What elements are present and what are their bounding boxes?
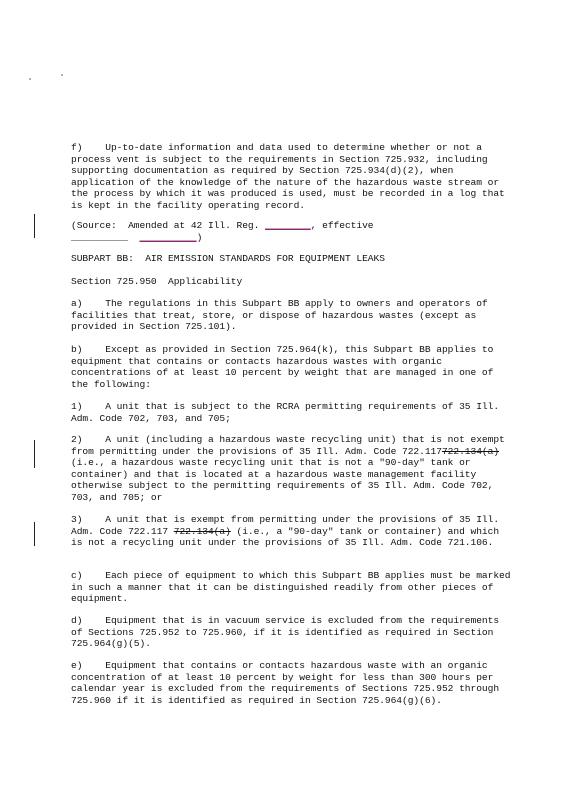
b2-text-2: (i.e., a hazardous waste recycling unit that is not a "90-day" tank or container) and that is located at a hazardous waste management facility otherwise subject to the permitting requirements of 35 Ill. Adm. Code 702, 703, and 705; or (71, 445, 505, 503)
paragraph-e: e) Equipment that contains or contacts hazardous waste with an organic concentration of at least 10 percent by weight for less than 300 hours per calendar year is excluded from the requirements of Sections 725.952 through 725.960 if it is identified as required in Section 725.964(g)(6). (71, 660, 505, 706)
b2-struck: 722.134(a) (441, 445, 500, 457)
paragraph-b: b) Except as provided in Section 725.964(k), this Subpart BB applies to equipment that contains or contacts hazardous wastes with organic concentrations of at least 10 percent by weight that are managed in one of the following: (71, 344, 500, 390)
b3-struck: 722.134(a) (173, 525, 231, 537)
source-prefix: (Source: Amended at 42 Ill. Reg. (71, 220, 266, 231)
subpart-heading: SUBPART BB: AIR EMISSION STANDARDS FOR EQUIPMENT LEAKS (71, 253, 385, 264)
b3-text-1: 3) A unit that is exempt from permitting under the provisions of 35 Ill. Adm. Code 722.117 (71, 514, 505, 537)
source-blank-2: __________ (71, 231, 140, 243)
source-end: ) (196, 231, 203, 243)
paragraph-f: f) Up-to-date information and data used to determine whether or not a process vent is subject to the requirements in Section 725.932, including supporting documentation as required by Section 725.934(d)(2), when application of the knowledge of the nature of the hazardous waste stream or the process by which it was produced is used, must be recorded in a log that is kept in the facility operating record. (71, 142, 511, 211)
revision-bar (34, 522, 35, 546)
paragraph-c: c) Each piece of equipment to which this Subpart BB applies must be marked in such a manner that it can be distinguished readily from other pieces of equipment. (71, 570, 517, 604)
b2-text-1: 2) A unit (including a hazardous waste recycling unit) that is not exempt from permitting under the provisions of 35 Ill. Adm. Code 722.117 (71, 434, 511, 457)
paragraph-b2 (71, 434, 511, 503)
paragraph-b1: 1) A unit that is subject to the RCRA permitting requirements of 35 Ill. Adm. Code 702, 703, and 705; (71, 401, 505, 424)
paragraph-b3 (71, 514, 511, 549)
b3-text-2: (i.e., a "90-day" tank or container) and which is not a recycling unit under the provisions of 35 Ill. Adm. Code 721.106. (71, 525, 505, 548)
source-note (71, 220, 511, 243)
paragraph-d: d) Equipment that is in vacuum service is excluded from the requirements of Sections 725.952 to 725.960, if it is identified as required in Section 725.964(g)(5). (71, 615, 505, 649)
revision-bar (34, 214, 35, 238)
source-mid: , effective (310, 220, 374, 231)
section-heading: Section 725.950 Applicability (71, 276, 243, 287)
paragraph-a: a) The regulations in this Subpart BB apply to owners and operators of facilities that treat, store, or dispose of hazardous wastes (except as provided in Section 725.101). (71, 298, 494, 332)
revision-bar (34, 440, 35, 468)
scan-speck (61, 74, 63, 76)
source-blank-3: __________ (139, 231, 197, 243)
scan-speck (29, 78, 31, 80)
source-blank-1: ________ (265, 220, 311, 231)
